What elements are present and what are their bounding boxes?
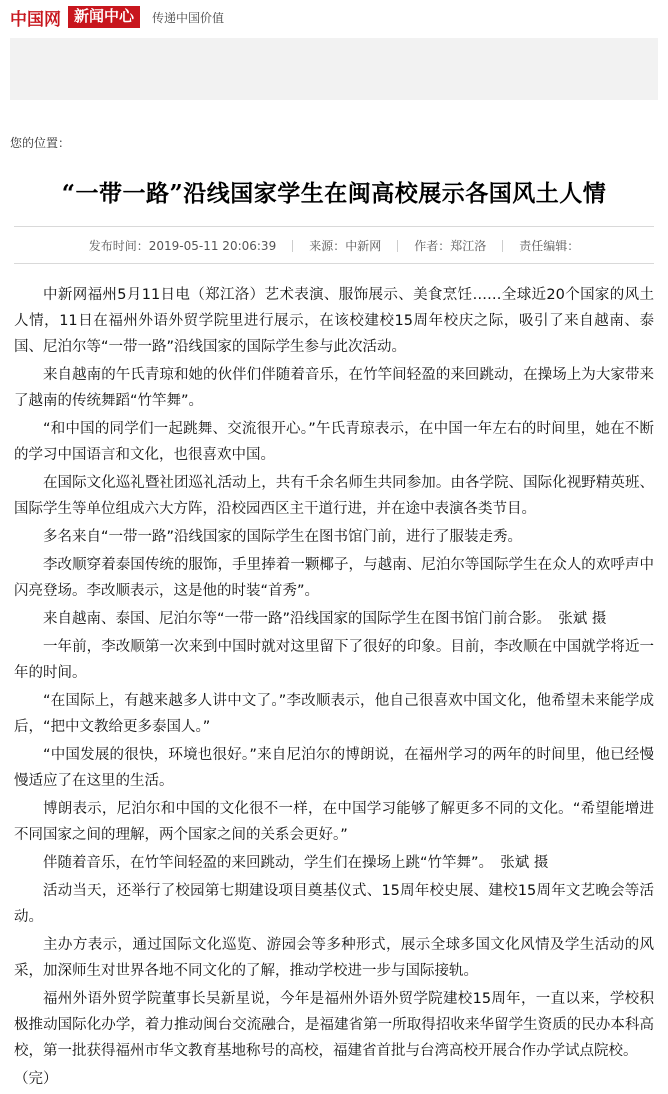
news-center-badge[interactable]: 新闻中心 xyxy=(68,6,140,28)
article-paragraph: 福州外语外贸学院董事长吴新星说，今年是福州外语外贸学院建校15周年，一直以来，学校积极推动国际化办学，着力推动闽台交流融合，是福建省第一所取得招收来华留学生资质的民办本科高校，第一批获得福州市华文教育基地称号的高校，福建省首批与台湾高校开展合作办学试点院校。 xyxy=(14,991,654,1059)
banner-ad-area xyxy=(10,38,658,100)
article-paragraph: 一年前，李改顺第一次来到中国时就对这里留下了很好的印象。目前，李改顺在中国就学将近一年的时间。 xyxy=(14,639,654,681)
article-source: 来源：中新网 xyxy=(309,239,382,253)
article-paragraph: 在国际文化巡礼暨社团巡礼活动上，共有千余名师生共同参加。由各学院、国际化视野精英班、国际学生等单位组成六大方阵，沿校园西区主干道行进，并在途中表演各类节目。 xyxy=(14,475,654,517)
article-paragraph: “在国际上，有越来越多人讲中文了。”李改顺表示，他自己很喜欢中国文化，他希望未来能学成后，“把中文教给更多泰国人。” xyxy=(14,693,654,735)
article-paragraph: 来自越南的午氏青琼和她的伙伴们伴随着音乐，在竹竿间轻盈的来回跳动，在操场上为大家带来了越南的传统舞蹈“竹竿舞”。 xyxy=(14,367,654,409)
breadcrumb: 您的位置： xyxy=(10,136,71,150)
article-meta xyxy=(14,226,654,264)
article-paragraph: “和中国的同学们一起跳舞、交流很开心。”午氏青琼表示，在中国一年左右的时间里，她在不断的学习中国语言和文化，也很喜欢中国。 xyxy=(14,421,654,463)
article-body xyxy=(14,282,654,1092)
article-paragraph: 李改顺穿着泰国传统的服饰，手里捧着一颗椰子，与越南、尼泊尔等国际学生在众人的欢呼声中闪亮登场。李改顺表示，这是他的时装“首秀”。 xyxy=(14,557,654,599)
article-end-marker: （完） xyxy=(14,1071,58,1087)
article-paragraph: 多名来自“一带一路”沿线国家的国际学生在图书馆门前，进行了服装走秀。 xyxy=(43,529,523,545)
article-editor: 责任编辑： xyxy=(519,239,580,253)
article-paragraph: 中新网福州5月11日电（郑江洛）艺术表演、服饰展示、美食烹饪……全球近20个国家的风土人情，11日在福州外语外贸学院里进行展示，在该校建校15周年校庆之际，吸引了来自越南、泰国、尼泊尔等“一带一路”沿线国家的国际学生参与此次活动。 xyxy=(14,287,654,355)
publish-time: 发布时间：2019-05-11 20:06:39 xyxy=(88,239,277,253)
article-paragraph: 活动当天，还举行了校园第七期建设项目奠基仪式、15周年校史展、建校15周年文艺晚会等活动。 xyxy=(14,883,654,925)
page-title: “一带一路”沿线国家学生在闽高校展示各国风土人情 xyxy=(61,180,607,207)
article-paragraph: 博朗表示，尼泊尔和中国的文化很不一样，在中国学习能够了解更多不同的文化。“希望能增进不同国家之间的理解，两个国家之间的关系会更好。” xyxy=(14,801,654,843)
site-slogan: 传递中国价值 xyxy=(152,10,225,25)
site-logo[interactable]: 中国网 xyxy=(10,9,61,30)
article-container xyxy=(14,175,654,1092)
article-paragraph: “中国发展的很快，环境也很好。”来自尼泊尔的博朗说，在福州学习的两年的时间里，他已经慢慢适应了在这里的生活。 xyxy=(14,747,654,789)
article-author: 作者：郑江洛 xyxy=(414,239,487,253)
article-paragraph: 来自越南、泰国、尼泊尔等“一带一路”沿线国家的国际学生在图书馆门前合影。 张斌 摄 xyxy=(43,611,607,627)
article-paragraph: 主办方表示，通过国际文化巡览、游园会等多种形式，展示全球多国文化风情及学生活动的风采，加深师生对世界各地不同文化的了解，推动学校进一步与国际接轨。 xyxy=(14,937,654,979)
site-header xyxy=(0,0,668,34)
article-paragraph: 伴随着音乐，在竹竿间轻盈的来回跳动，学生们在操场上跳“竹竿舞”。 张斌 摄 xyxy=(43,855,549,871)
